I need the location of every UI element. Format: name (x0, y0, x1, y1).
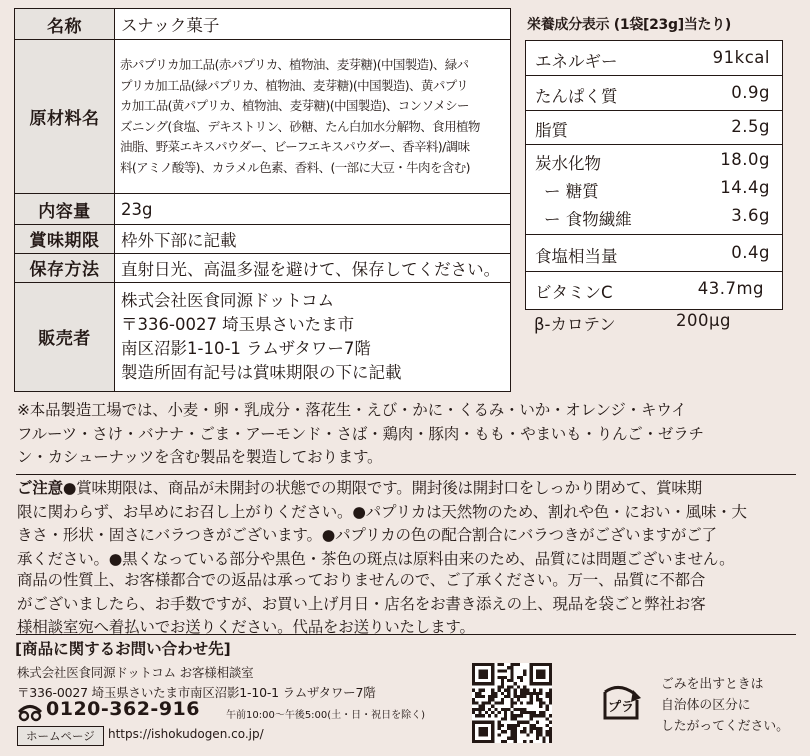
seller-line: 製造所固有記号は賞味期限の下に記載 (121, 362, 402, 382)
storage-value: 直射日光、高温多湿を避けて、保存してください。 (115, 253, 511, 282)
row-name (15, 9, 511, 40)
nutrition-label: ビタミンC (535, 283, 613, 302)
ingredients-line: ズニング(食塩、デキストリン、砂糖、たん白加水分解物、食用植物 (120, 118, 480, 134)
caution-line-text: ご注意●賞味期限は、商品が未開封の状態での期限です。開封後は開封口をしっかり閉めて、賞味期 (17, 479, 702, 497)
notice-line: フルーツ・さけ・バナナ・ごま・アーモンド・さば・鶏肉・豚肉・もも・やまいも・りんご・ゼラチ (17, 424, 704, 443)
plastic-recycle-icon (597, 678, 645, 726)
seller-label: 販売者 (15, 282, 115, 391)
returns-line: 様相談室宛へ着払いでお送りください。代品をお送りいたします。 (17, 618, 475, 636)
nutrition-title: 栄養成分表示 (1袋[23g]当たり) (527, 17, 732, 33)
nutrition-label: ー 食物繊維 (544, 210, 632, 229)
ingredients-line: 赤パプリカ加工品(赤パプリカ、植物油、麦芽糖)(中国製造)、緑パ (120, 57, 469, 73)
ingredients-line: カ加工品(黄パプリカ、植物油、麦芽糖)(中国製造)、コンソメシー (120, 98, 469, 114)
nutrition-label: たんぱく質 (535, 87, 618, 106)
nutrition-label: β-カロテン (534, 315, 616, 334)
nutrition-divider (526, 271, 782, 272)
seller-value (115, 282, 511, 391)
row-seller (15, 282, 511, 391)
nutrition-label: 食塩相当量 (535, 247, 618, 266)
section-divider (16, 634, 796, 635)
disposal-line: したがってください。 (661, 719, 789, 734)
seller-line: 〒336-0027 埼玉県さいたま市 (121, 314, 355, 334)
allergen-notice (17, 399, 795, 470)
homepage-label: ホームページ (17, 726, 104, 746)
contact-address: 〒336-0027 埼玉県さいたま市南区沼影1-10-1 ラムザタワー7階 (17, 685, 376, 700)
name-value: スナック菓子 (115, 9, 511, 40)
section-divider (16, 474, 796, 475)
caution-heading: ご注意 (17, 479, 63, 497)
qr-code-icon[interactable] (472, 663, 552, 743)
ingredients-value (115, 40, 511, 194)
seller-line: 南区沼影1-10-1 ラムザタワー7階 (121, 338, 371, 358)
phone-number[interactable]: 0120-362-916 (46, 698, 200, 720)
returns-notice (17, 569, 795, 640)
caution-notice (17, 477, 795, 571)
nutrition-divider (526, 144, 782, 145)
nutrition-value: 14.4g (720, 178, 770, 197)
homepage-link[interactable]: https://ishokudogen.co.jp/ (108, 727, 264, 741)
disposal-note (661, 674, 789, 737)
name-label: 名称 (15, 9, 115, 40)
nutrition-label: ー 糖質 (544, 182, 599, 201)
nutrition-divider (526, 110, 782, 111)
phone-hours: 午前10:00〜午後5:00(土・日・祝日を除く) (226, 710, 426, 721)
nutrition-value: 18.0g (720, 150, 770, 169)
expiry-label: 賞味期限 (15, 224, 115, 253)
notice-line: ※本品製造工場では、小麦・卵・乳成分・落花生・えび・かに・くるみ・いか・オレンジ・キウイ (17, 401, 687, 419)
nutrition-label: エネルギー (535, 52, 618, 71)
storage-label: 保存方法 (15, 253, 115, 282)
recycle-mark-text: プラ (607, 700, 635, 715)
ingredients-line: 料(アミノ酸等)、カラメル色素、香料、(一部に大豆・牛肉を含む) (120, 159, 470, 175)
row-expiry (15, 224, 511, 253)
nutrition-value: 200μg (676, 311, 731, 330)
nutrition-value: 2.5g (731, 117, 770, 136)
notice-line: ン・カシューナッツを含む製品を製造しております。 (17, 448, 383, 466)
expiry-value: 枠外下部に記載 (115, 224, 511, 253)
row-ingredients (15, 40, 511, 194)
caution-line (17, 477, 795, 501)
nutrition-label: 脂質 (535, 121, 568, 140)
returns-line: がございましたら、お手数ですが、お買い上げ月日・店名をお書き添えの上、現品を袋ごと弊社お客 (17, 594, 706, 613)
ingredients-line: 油脂、野菜エキスパウダー、ビーフエキスパウダー、香辛料)/調味 (120, 139, 470, 155)
caution-line: きさ・形状・固さにバラつきがございます。●パプリカの色の配合割合にバラつきがございますがご了 (17, 526, 717, 544)
caution-line: 承ください。●黒くなっている部分や黒色・茶色の斑点は原料由来のため、品質には問題ございません。 (17, 549, 735, 568)
nutrition-divider (526, 75, 782, 76)
content-label: 内容量 (15, 194, 115, 224)
disposal-line: 自治体の区分に (661, 698, 751, 713)
caution-line: 限に関わらず、お早めにお召し上がりください。●パプリカは天然物のため、割れや色・におい・風味・大 (17, 502, 747, 521)
nutrition-divider (526, 234, 782, 235)
product-info-table (14, 8, 511, 392)
nutrition-value: 43.7mg (697, 279, 764, 298)
nutrition-label: 炭水化物 (535, 154, 601, 173)
row-storage (15, 253, 511, 282)
contact-heading: [商品に関するお問い合わせ先] (15, 640, 231, 658)
returns-line: 商品の性質上、お客様都合での返品は承っておりませんので、ご了承ください。万一、品質に不都合 (17, 571, 706, 589)
disposal-line: ごみを出すときは (661, 677, 764, 692)
nutrition-table (525, 40, 783, 310)
ingredients-label: 原材料名 (15, 40, 115, 194)
ingredients-line: プリカ加工品(緑パプリカ、植物油、麦芽糖)(中国製造)、黄パプリ (120, 77, 469, 93)
nutrition-value: 91kcal (712, 48, 770, 67)
contact-company: 株式会社医食同源ドットコム お客様相談室 (17, 665, 254, 680)
content-value: 23g (115, 194, 511, 224)
row-content (15, 194, 511, 224)
seller-line: 株式会社医食同源ドットコム (121, 290, 335, 310)
free-dial-icon (17, 702, 43, 722)
nutrition-value: 3.6g (731, 206, 770, 225)
nutrition-value: 0.4g (731, 243, 770, 262)
nutrition-value: 0.9g (731, 83, 770, 102)
